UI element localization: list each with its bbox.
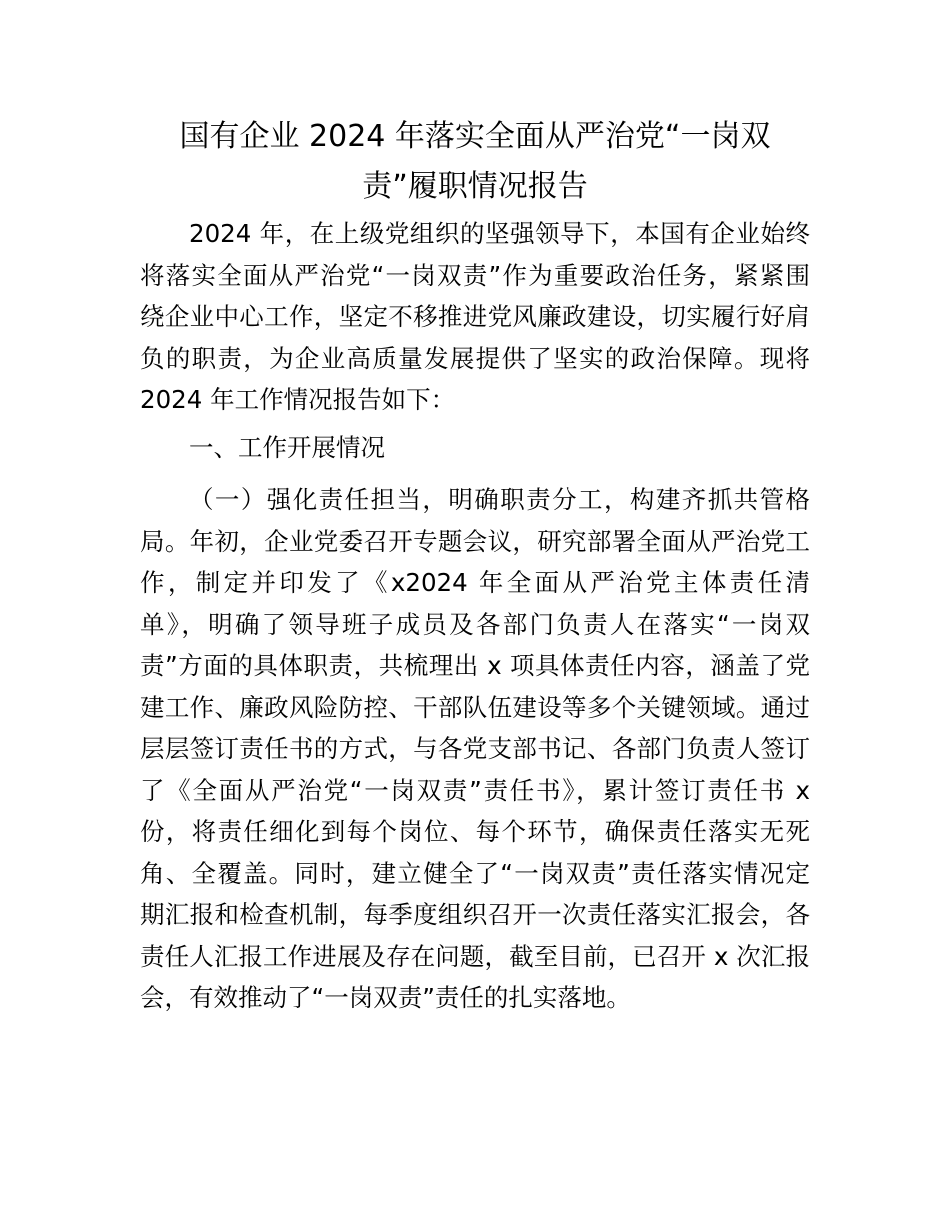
intro-paragraph	[140, 213, 810, 421]
text-line: 负的职责，为企业高质量发展提供了坚实的政治保障。现将	[140, 343, 810, 373]
text-line: 建工作、廉政风险防控、干部队伍建设等多个关键领域。通过	[140, 692, 810, 722]
text-line: 作，制定并印发了《x2024 年全面从严治党主体责任清	[140, 568, 810, 597]
title-line: 责”履职情况报告	[362, 169, 588, 204]
document-body	[140, 213, 810, 1019]
text-line: 绕企业中心工作，坚定不移推进党风廉政建设，切实履行好肩	[140, 302, 810, 331]
document-title	[140, 112, 810, 212]
text-line: 责任人汇报工作进展及存在问题，截至目前，已召开 x 次汇报	[140, 941, 810, 971]
text-line: 了《全面从严治党“一岗双责”责任书》，累计签订责任书 x	[140, 775, 810, 805]
text-line: 期汇报和检查机制，每季度组织召开一次责任落实汇报会，各	[140, 900, 810, 929]
text-line: 一、工作开展情况	[189, 432, 385, 462]
text-line: 角、全覆盖。同时，建立健全了“一岗双责”责任落实情况定	[140, 858, 810, 888]
subsection-paragraph	[140, 479, 810, 1019]
section-heading	[140, 427, 810, 469]
text-line: （一）强化责任担当，明确职责分工，构建齐抓共管格	[189, 485, 810, 514]
text-line: 层层签订责任书的方式，与各党支部书记、各部门负责人签订	[140, 734, 810, 763]
text-line: 局。年初，企业党委召开专题会议，研究部署全面从严治党工	[140, 526, 810, 556]
text-line: 份，将责任细化到每个岗位、每个环节，确保责任落实无死	[140, 817, 810, 846]
text-line: 责”方面的具体职责，共梳理出 x 项具体责任内容，涵盖了党	[140, 651, 810, 680]
text-line: 单》，明确了领导班子成员及各部门负责人在落实“一岗双	[140, 609, 810, 639]
title-line: 国有企业 2024 年落实全面从严治党“一岗双	[179, 119, 771, 154]
text-line: 将落实全面从严治党“一岗双责”作为重要政治任务，紧紧围	[140, 260, 810, 290]
text-line: 会，有效推动了“一岗双责”责任的扎实落地。	[140, 983, 631, 1012]
text-line: 2024 年，在上级党组织的坚强领导下，本国有企业始终	[189, 219, 810, 248]
text-line: 2024 年工作情况报告如下：	[140, 385, 456, 414]
